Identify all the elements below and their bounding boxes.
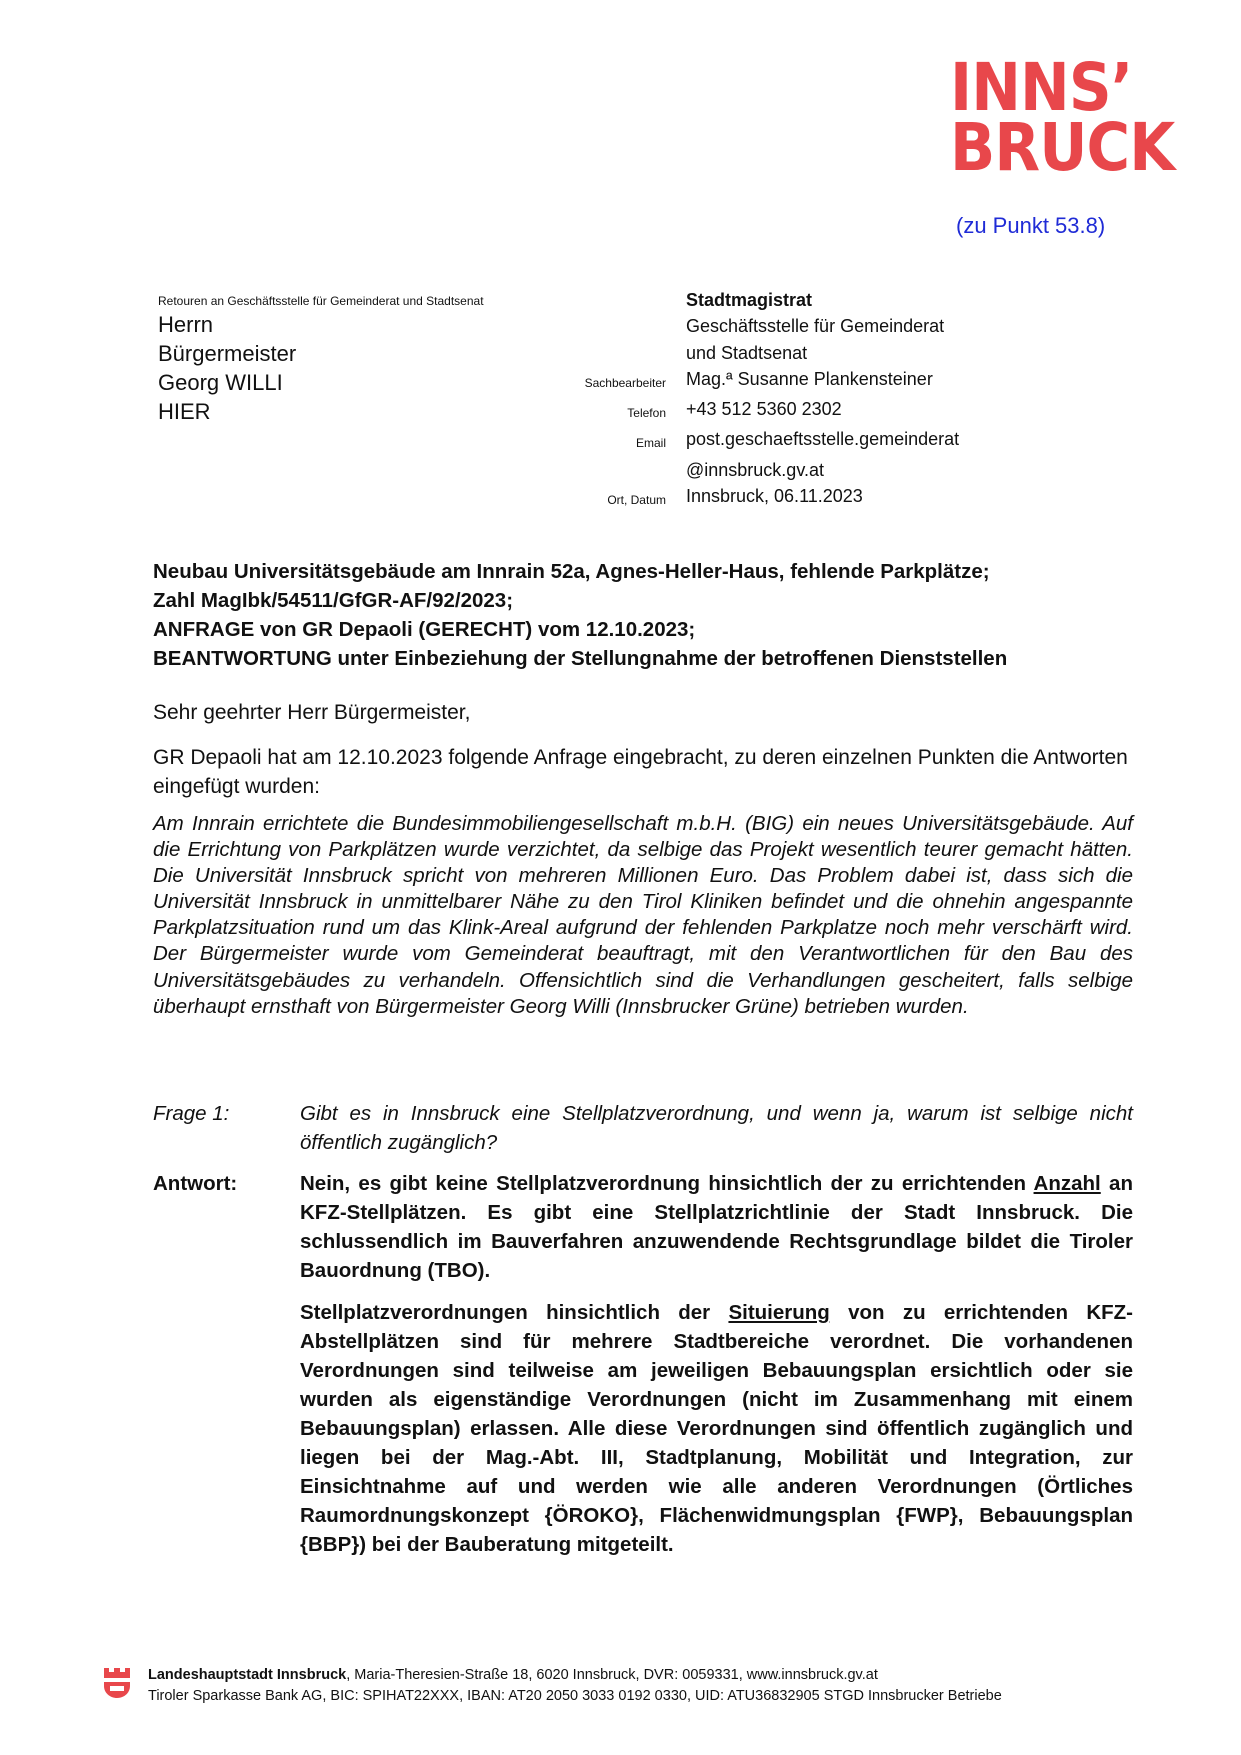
email-address: @innsbruck.gv.at (686, 459, 824, 480)
date-label: Ort, Datum (607, 493, 666, 508)
question-label: Frage 1: (153, 1102, 230, 1125)
email-label: Email (635, 436, 666, 451)
phone-number: +43 512 5360 2302 (686, 399, 842, 420)
inquiry-text: Am Innrain errichtete die Bundesimmobiliengesellschaft m.b.H. (BIG) ein neues Universitätsgebäude. Auf die Errichtung von Parkplätzen wurde verzichtet, da selbige das Projekt wesentlich teurer gemacht hätten. Die Universität Innsbruck spricht von mehreren Millionen Euro. Das Problem dabei ist, dass sich die Universität Innsbruck in unmittelbarer Nähe zu den Tirol Kliniken befindet und die ohnehin angespannte Parkplatzsituation rund um das Klink-Areal aufgrund der fehlenden Parkplatze noch mehr verschärft wird. Der Bürgermeister wurde vom Gemeinderat beauftragt, mit den Verantwortlichen für den Bau des Universitätsgebäudes zu verhandeln. Offensichtlich sind die Verhandlungen gescheitert, falls selbige überhaupt ernsthaft von Bürgermeister Georg Willi (Innsbrucker Grüne) betrieben wurden. (153, 812, 1133, 1018)
innsbruck-logo (950, 49, 1190, 186)
phone-label: Telefon (627, 406, 666, 421)
answer-text-segment: Nein, es gibt keine Stellplatzverordnung hinsichtlich der zu errichtenden (300, 1172, 1034, 1195)
sender-department: Geschäftsstelle für Gemeinderat (686, 316, 945, 337)
logo-line-1: INNS’ (950, 49, 1133, 126)
underlined-term: Anzahl (1033, 1172, 1101, 1195)
subject (153, 557, 1133, 673)
answer-text (300, 1169, 1133, 1572)
return-address: Retouren an Geschäftsstelle für Gemeinderat und Stadtsenat (158, 294, 484, 308)
answer-paragraph (300, 1169, 1133, 1285)
recipient-line: Bürgermeister (158, 341, 297, 366)
sender-department: und Stadtsenat (686, 342, 808, 363)
subject-line: Neubau Universitätsgebäude am Innrain 52a, Agnes-Heller-Haus, fehlende Parkplätze; (153, 560, 990, 583)
subject-line: BEANTWORTUNG unter Einbeziehung der Stellungnahme der betroffenen Dienststellen (153, 647, 1008, 670)
footer (148, 1665, 1002, 1707)
answer-text-segment: Stellplatzverordnungen hinsichtlich der (300, 1301, 729, 1324)
recipient-line: Herrn (158, 312, 214, 337)
question-1 (153, 1099, 1133, 1157)
question-text: Gibt es in Innsbruck eine Stellplatzverordnung, und wenn ja, warum ist selbige nicht öffentlich zugänglich? (300, 1102, 1133, 1154)
answer-text-segment: an KFZ-Stellplätzen. Es gibt eine Stellplatzrichtlinie der Stadt Innsbruck. Die schlussendlich im Bauverfahren anzuwendende Rechtsgrundlage bildet die Tiroler Bauordnung (TBO). (300, 1172, 1133, 1282)
intro-text: GR Depaoli hat am 12.10.2023 folgende Anfrage eingebracht, zu deren einzelnen Punkten die Antworten eingefügt wurden: (153, 746, 1128, 798)
recipient-address (158, 310, 296, 426)
salutation: Sehr geehrter Herr Bürgermeister, (153, 701, 471, 724)
footer-org: Landeshauptstadt Innsbruck (148, 1667, 347, 1683)
clerk-name: Mag.ª Susanne Plankensteiner (686, 368, 933, 389)
recipient-line: Georg WILLI (158, 370, 283, 395)
answer-text-segment: von zu errichtenden KFZ-Abstellplätzen sind für mehrere Stadtbereiche verordnet. Die vorhandenen Verordnungen sind teilweise am jeweiligen Bebauungsplan ersichtlich oder sie wurden als eigenständige Verordnungen (nicht im Zusammenhang mit einem Bebauungsplan) erlassen. Alle diese Verordnungen sind öffentlich zugänglich und liegen bei der Mag.-Abt. III, Stadtplanung, Mobilität und Integration, zur Einsichtnahme auf und werden wie alle anderen Verordnungen (Örtliches Raumordnungskonzept {ÖROKO}, Flächenwidmungsplan {FWP}, Bebauungsplan {BBP}) bei der Bauberatung mitgeteilt. (300, 1301, 1133, 1556)
clerk-label: Sachbearbeiter (584, 375, 666, 390)
footer-bank: Tiroler Sparkasse Bank AG, BIC: SPIHAT22XXX, IBAN: AT20 2050 3033 0192 0330, UID: ATU36832905 STGD Innsbrucker Betriebe (148, 1688, 1002, 1704)
agenda-reference: (zu Punkt 53.8) (956, 213, 1106, 238)
logo-line-2: BRUCK (950, 109, 1175, 186)
place-date: Innsbruck, 06.11.2023 (686, 486, 863, 507)
recipient-line: HIER (158, 399, 211, 424)
question-answer-section (153, 1099, 1133, 1584)
answer-paragraph (300, 1298, 1133, 1559)
sender-block (560, 287, 1020, 513)
subject-line: Zahl MagIbk/54511/GfGR-AF/92/2023; (153, 589, 514, 612)
subject-line: ANFRAGE von GR Depaoli (GERECHT) vom 12.10.2023; (153, 618, 696, 641)
email-address: post.geschaeftsstelle.gemeinderat (686, 429, 960, 450)
answer-1 (153, 1169, 1133, 1572)
underlined-term: Situierung (728, 1301, 830, 1324)
footer-address: , Maria-Theresien-Straße 18, 6020 Innsbruck, DVR: 0059331, www.innsbruck.gv.at (346, 1667, 878, 1683)
answer-label: Antwort: (153, 1172, 238, 1195)
footer-line (148, 1665, 1002, 1686)
sender-office: Stadtmagistrat (686, 290, 813, 310)
city-emblem-icon (103, 1665, 131, 1699)
